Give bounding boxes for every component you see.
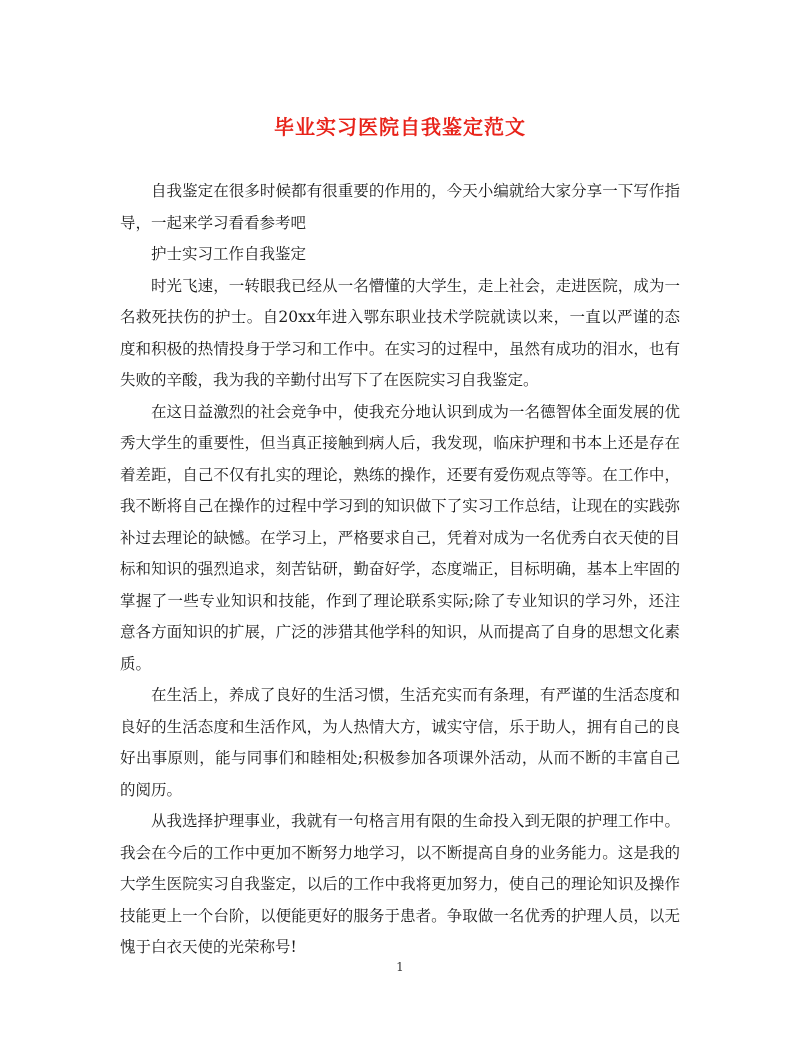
page-number: 1 — [396, 960, 404, 974]
body-paragraph: 在生活上，养成了良好的生活习惯，生活充实而有条理，有严谨的生活态度和良好的生活态度和生活作风，为人热情大方，诚实守信，乐于助人，拥有自己的良好出事原则，能与同事们和睦相处;积极参加各项课外活动，从而不断的丰富自己的阅历。 — [120, 686, 680, 799]
body-paragraph: 在这日益激烈的社会竞争中，使我充分地认识到成为一名德智体全面发展的优秀大学生的重要性，但当真正接触到病人后，我发现，临床护理和书本上还是存在着差距，自己不仅有扎实的理论，熟练的操作，还要有爱伤观点等等。在工作中，我不断将自己在操作的过程中学习到的知识做下了实习工作总结，让现在的实践弥补过去理论的缺憾。在学习上，严格要求自己，凭着对成为一名优秀白衣天使的目标和知识的强烈追求，刻苦钻研，勤奋好学，态度端正，目标明确，基本上牢固的掌握了一些专业知识和技能，作到了理论联系实际;除了专业知识的学习外，还注意各方面知识的扩展，广泛的涉猎其他学科的知识，从而提高了自身的思想文化素质。 — [120, 402, 680, 673]
body-paragraph: 从我选择护理事业，我就有一句格言用有限的生命投入到无限的护理工作中。我会在今后的工作中更加不断努力地学习，以不断提高自身的业务能力。这是我的大学生医院实习自我鉴定，以后的工作中我将更加努力，使自己的理论知识及操作技能更上一个台阶，以便能更好的服务于患者。争取做一名优秀的护理人员，以无愧于白衣天使的光荣称号! — [120, 812, 680, 956]
intro-paragraph: 自我鉴定在很多时候都有很重要的作用的，今天小编就给大家分享一下写作指导，一起来学习看看参考吧 — [120, 182, 680, 232]
document-body — [120, 176, 680, 964]
document-title: 毕业实习医院自我鉴定范文 — [274, 115, 526, 139]
section-heading: 护士实习工作自我鉴定 — [151, 245, 307, 263]
body-paragraph: 时光飞速，一转眼我已经从一名懵懂的大学生，走上社会，走进医院，成为一名救死扶伤的护士。自20xx年进入鄂东职业技术学院就读以来，一直以严谨的态度和积极的热情投身于学习和工作中。在实习的过程中，虽然有成功的泪水，也有失败的辛酸，我为我的辛勤付出写下了在医院实习自我鉴定。 — [120, 276, 680, 389]
